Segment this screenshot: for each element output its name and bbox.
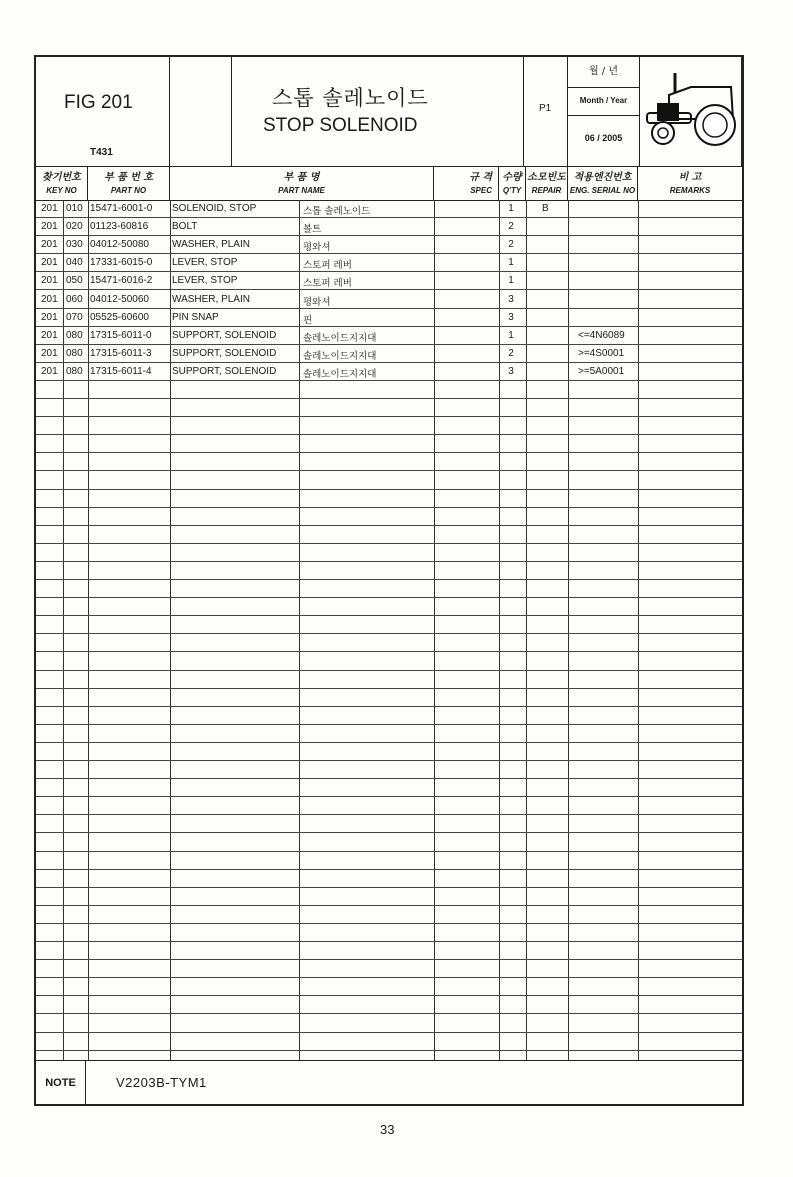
col-name-en: PART NAME	[278, 186, 325, 195]
title-english: STOP SOLENOID	[263, 115, 418, 136]
table-row	[36, 888, 742, 906]
table-row	[36, 960, 742, 978]
cell-name-ko: 평와셔	[303, 296, 331, 308]
col-remarks	[638, 166, 742, 200]
table-row	[36, 689, 742, 707]
table-row	[36, 291, 742, 309]
cell-key: 070	[66, 311, 83, 323]
table-row	[36, 490, 742, 508]
cell-name-ko: 핀	[303, 314, 313, 326]
page-label: P1	[539, 103, 552, 114]
table-row	[36, 508, 742, 526]
table-row	[36, 906, 742, 924]
cell-name: WASHER, PLAIN	[172, 293, 250, 305]
cell-fig: 201	[41, 221, 58, 233]
table-row	[36, 978, 742, 996]
col-repair	[526, 166, 568, 200]
cell-serial: <=4N6089	[578, 329, 625, 341]
cell-name-ko: 평와셔	[303, 242, 331, 254]
col-key	[36, 166, 88, 200]
cell-name: SOLENOID, STOP	[172, 203, 257, 214]
issue-date: 06 / 2005	[584, 133, 623, 143]
table-row	[36, 761, 742, 779]
parts-table	[36, 200, 742, 1060]
cell-name: SUPPORT, SOLENOID	[172, 365, 277, 377]
col-key-ko: 찾기번호	[42, 172, 81, 183]
cell-name: BOLT	[172, 221, 198, 233]
col-part	[88, 166, 170, 200]
title-cell	[232, 57, 524, 166]
col-spec-en: SPEC	[470, 186, 492, 195]
cell-name: PIN SNAP	[172, 311, 219, 323]
cell-part-no: 17315-6011-3	[90, 347, 152, 359]
cell-part-no: 17331-6015-0	[90, 257, 153, 269]
table-row	[36, 870, 742, 888]
col-serial	[568, 166, 638, 200]
cell-fig: 201	[41, 239, 58, 251]
cell-name: LEVER, STOP	[172, 257, 238, 269]
title-korean: 스톱 솔레노이드	[272, 86, 429, 110]
table-row	[36, 453, 742, 471]
table-row	[36, 942, 742, 960]
col-part-en: PART NO	[110, 186, 147, 195]
cell-fig: 201	[41, 293, 58, 305]
table-row	[36, 309, 742, 327]
fig-number: FIG 201	[64, 92, 133, 113]
cell-name-ko: 솔레노이드지지대	[303, 368, 377, 380]
table-row	[36, 580, 742, 598]
table-row	[36, 472, 742, 490]
table-row	[36, 996, 742, 1014]
cell-qty: 1	[508, 329, 514, 341]
cell-part-no: 01123-60816	[90, 221, 149, 233]
cell-key: 030	[66, 239, 83, 251]
table-row	[36, 852, 742, 870]
table-row	[36, 526, 742, 544]
table-row	[36, 779, 742, 797]
col-repair-en: REPAIR	[531, 186, 562, 195]
col-qty-ko: 수량	[502, 172, 522, 183]
cell-key: 020	[66, 221, 83, 233]
table-row	[36, 671, 742, 689]
cell-name: SUPPORT, SOLENOID	[172, 347, 277, 359]
col-remarks-ko: 비 고	[678, 172, 702, 183]
cell-qty: 2	[508, 221, 514, 233]
note-bar	[36, 1060, 742, 1105]
table-row	[36, 1015, 742, 1033]
tractor-cell	[640, 57, 742, 166]
table-row	[36, 345, 742, 363]
cell-part-no: 15471-6016-2	[90, 275, 153, 287]
col-spec	[434, 166, 499, 200]
table-row	[36, 399, 742, 417]
table-row	[36, 634, 742, 652]
cell-qty: 3	[508, 311, 514, 323]
table-row	[36, 363, 742, 381]
cell-key: 050	[66, 275, 83, 287]
cell-qty: 3	[508, 293, 514, 305]
cell-part-no: 15471-6001-0	[90, 203, 153, 214]
table-row	[36, 924, 742, 942]
blank-cell	[170, 57, 232, 166]
table-row	[36, 1033, 742, 1051]
cell-qty: 2	[508, 347, 514, 359]
cell-fig: 201	[41, 311, 58, 323]
table-row	[36, 327, 742, 345]
col-qty-en: Q'TY	[502, 186, 522, 195]
cell-fig: 201	[41, 257, 58, 269]
cell-fig: 201	[41, 365, 58, 377]
fig-cell	[36, 57, 170, 166]
table-row	[36, 707, 742, 725]
note-label: NOTE	[36, 1061, 86, 1105]
table-row	[36, 743, 742, 761]
fig-code: T431	[90, 147, 113, 158]
cell-serial: >=4S0001	[578, 347, 625, 359]
cell-key: 080	[66, 347, 83, 359]
table-row	[36, 218, 742, 236]
page-cell	[524, 57, 568, 166]
cell-repair: B	[542, 203, 549, 214]
cell-fig: 201	[41, 203, 58, 214]
table-row	[36, 616, 742, 634]
cell-fig: 201	[41, 329, 58, 341]
col-qty	[499, 166, 526, 200]
cell-part-no: 17315-6011-0	[90, 329, 152, 341]
month-year-english: Month / Year	[568, 87, 639, 116]
col-spec-ko: 규 격	[469, 172, 492, 183]
cell-qty: 1	[508, 257, 514, 269]
cell-qty: 1	[508, 275, 514, 287]
cell-name-ko: 스토퍼 레버	[303, 260, 352, 272]
tractor-icon	[643, 69, 739, 149]
cell-name-ko: 스톱 솔레노이드	[303, 206, 371, 217]
table-row	[36, 435, 742, 453]
cell-name: SUPPORT, SOLENOID	[172, 329, 277, 341]
cell-key: 080	[66, 329, 83, 341]
col-remarks-en: REMARKS	[669, 186, 711, 195]
col-name	[170, 166, 434, 200]
cell-part-no: 04012-50080	[90, 239, 149, 251]
page-number: 33	[380, 1122, 395, 1137]
cell-part-no: 17315-6011-4	[90, 365, 152, 377]
sheet-header	[36, 57, 742, 167]
table-row	[36, 598, 742, 616]
table-row	[36, 834, 742, 852]
cell-qty: 3	[508, 365, 514, 377]
table-row	[36, 381, 742, 399]
col-name-ko: 부 품 명	[283, 172, 320, 183]
cell-name-ko: 볼트	[303, 224, 322, 236]
table-row	[36, 725, 742, 743]
table-row	[36, 272, 742, 290]
column-headers	[36, 166, 742, 201]
note-value: V2203B-TYM1	[116, 1075, 207, 1090]
col-key-en: KEY NO	[46, 186, 77, 195]
cell-key: 010	[66, 203, 83, 214]
table-row	[36, 417, 742, 435]
cell-name: WASHER, PLAIN	[172, 239, 250, 251]
table-row	[36, 562, 742, 580]
table-row	[36, 236, 742, 254]
parts-sheet	[34, 55, 744, 1106]
cell-name-ko: 스토퍼 레버	[303, 278, 352, 290]
month-year-korean: 월 / 년	[568, 57, 639, 88]
table-row	[36, 653, 742, 671]
month-year-cell	[568, 57, 640, 166]
cell-key: 080	[66, 365, 83, 377]
cell-name-ko: 솔레노이드지지대	[303, 332, 377, 344]
cell-part-no: 04012-50060	[90, 293, 149, 305]
cell-key: 040	[66, 257, 83, 269]
cell-serial: >=5A0001	[578, 365, 625, 377]
cell-qty: 1	[508, 203, 514, 214]
col-repair-ko: 소모빈도	[527, 172, 566, 183]
table-row	[36, 797, 742, 815]
col-serial-ko: 적용엔진번호	[573, 172, 632, 183]
col-part-ko: 부 품 번 호	[103, 172, 154, 183]
cell-fig: 201	[41, 275, 58, 287]
cell-key: 060	[66, 293, 83, 305]
table-row	[36, 544, 742, 562]
table-row	[36, 254, 742, 272]
table-row	[36, 200, 742, 218]
cell-fig: 201	[41, 347, 58, 359]
col-serial-en: ENG. SERIAL NO	[569, 186, 636, 195]
cell-part-no: 05525-60600	[90, 311, 149, 323]
table-row	[36, 815, 742, 833]
cell-name-ko: 솔레노이드지지대	[303, 350, 377, 362]
cell-qty: 2	[508, 239, 514, 251]
cell-name: LEVER, STOP	[172, 275, 238, 287]
